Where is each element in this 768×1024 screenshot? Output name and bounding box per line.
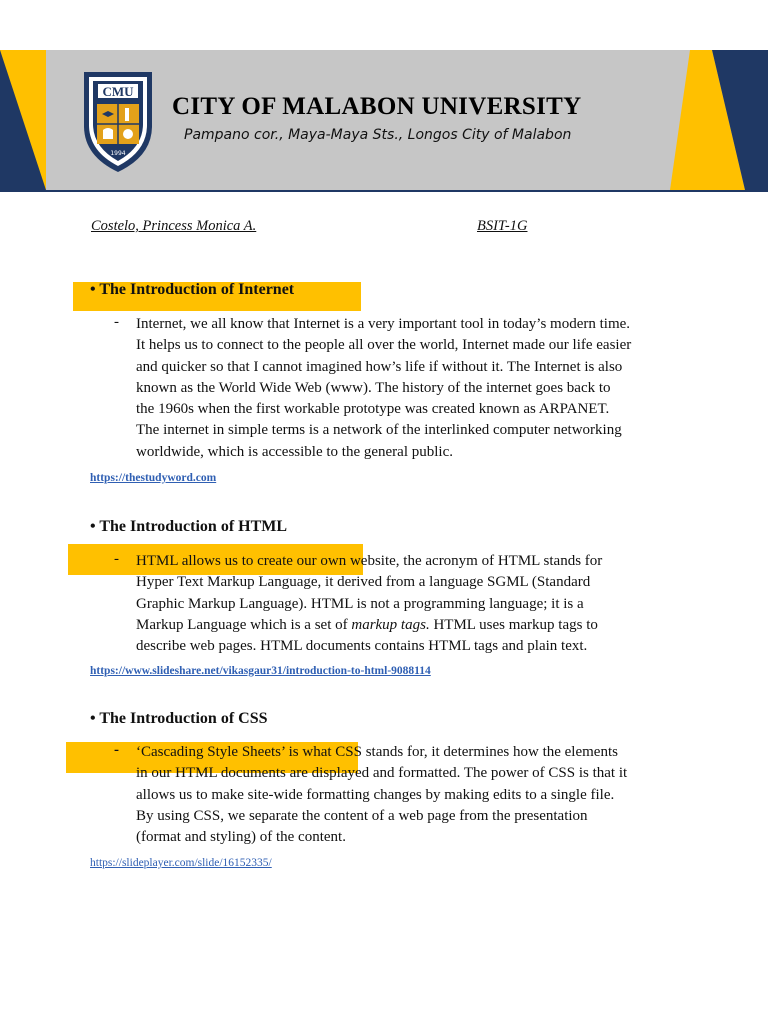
paragraph-line: Internet, we all know that Internet is a very important tool in today’s modern time. xyxy=(136,316,631,332)
banner-bottom-line xyxy=(0,190,768,192)
svg-text:1994: 1994 xyxy=(110,150,126,157)
student-name: Costelo, Princess Monica A. xyxy=(91,218,257,234)
source-link-html[interactable]: https://www.slideshare.net/vikasgaur31/introduction-to-html-9088114 xyxy=(90,665,431,677)
paragraph-line: Hyper Text Markup Language, it derived from a language SGML (Standard xyxy=(136,574,591,591)
list-dash: - xyxy=(114,551,119,567)
paragraph-line: worldwide, which is accessible to the general public. xyxy=(136,443,453,460)
paragraph-internet xyxy=(136,314,686,463)
list-dash: - xyxy=(114,742,119,758)
line-text: HTML uses markup tags to xyxy=(429,616,598,633)
section-heading-css: • The Introduction of CSS xyxy=(90,710,268,727)
section-heading-internet: • The Introduction of Internet xyxy=(90,281,295,298)
paragraph-line xyxy=(136,615,686,636)
svg-text:CMU: CMU xyxy=(102,84,134,99)
university-name: CITY OF MALABON UNIVERSITY xyxy=(172,93,582,120)
university-seal-icon xyxy=(80,68,156,174)
paragraph-line: It helps us to connect to the people all over the world, Internet made our life easier xyxy=(136,337,632,354)
paragraph-line: and quicker so that I cannot imagined how’s life if without it. The Internet is also xyxy=(136,358,623,375)
line-text: Markup Language which is a set of xyxy=(136,616,352,633)
source-link-internet[interactable]: https://thestudyword.com xyxy=(90,472,217,484)
source-link-css[interactable]: https://slideplayer.com/slide/16152335/ xyxy=(90,857,272,869)
paragraph-html xyxy=(136,551,686,657)
paragraph-css xyxy=(136,742,686,848)
paragraph-line: describe web pages. HTML documents contains HTML tags and plain text. xyxy=(136,638,588,655)
paragraph-line: ‘Cascading Style Sheets’ is what CSS stands for, it determines how the elements xyxy=(136,744,618,760)
paragraph-line: known as the World Wide Web (www). The history of the internet goes back to xyxy=(136,379,611,396)
italic-term: markup tags. xyxy=(351,616,430,633)
list-dash: - xyxy=(114,314,119,330)
paragraph-line: (format and styling) of the content. xyxy=(136,829,346,846)
student-section: BSIT-1G xyxy=(477,218,528,234)
paragraph-line: in our HTML documents are displayed and formatted. The power of CSS is that it xyxy=(136,765,628,782)
section-heading-html: • The Introduction of HTML xyxy=(90,518,288,535)
paragraph-line: HTML allows us to create our own website, the acronym of HTML stands for xyxy=(136,553,603,569)
university-address: Pampano cor., Maya-Maya Sts., Longos City of Malabon xyxy=(184,127,572,143)
paragraph-line: the 1960s when the first workable prototype was created known as ARPANET. xyxy=(136,401,610,418)
paragraph-line: By using CSS, we separate the content of a web page from the presentation xyxy=(136,807,588,824)
paragraph-line: Graphic Markup Language). HTML is not a programming language; it is a xyxy=(136,595,584,612)
paragraph-line: The internet in simple terms is a network of the interlinked computer networking xyxy=(136,422,622,439)
paragraph-line: allows us to make site-wide formatting changes by making edits to a single file. xyxy=(136,786,615,803)
